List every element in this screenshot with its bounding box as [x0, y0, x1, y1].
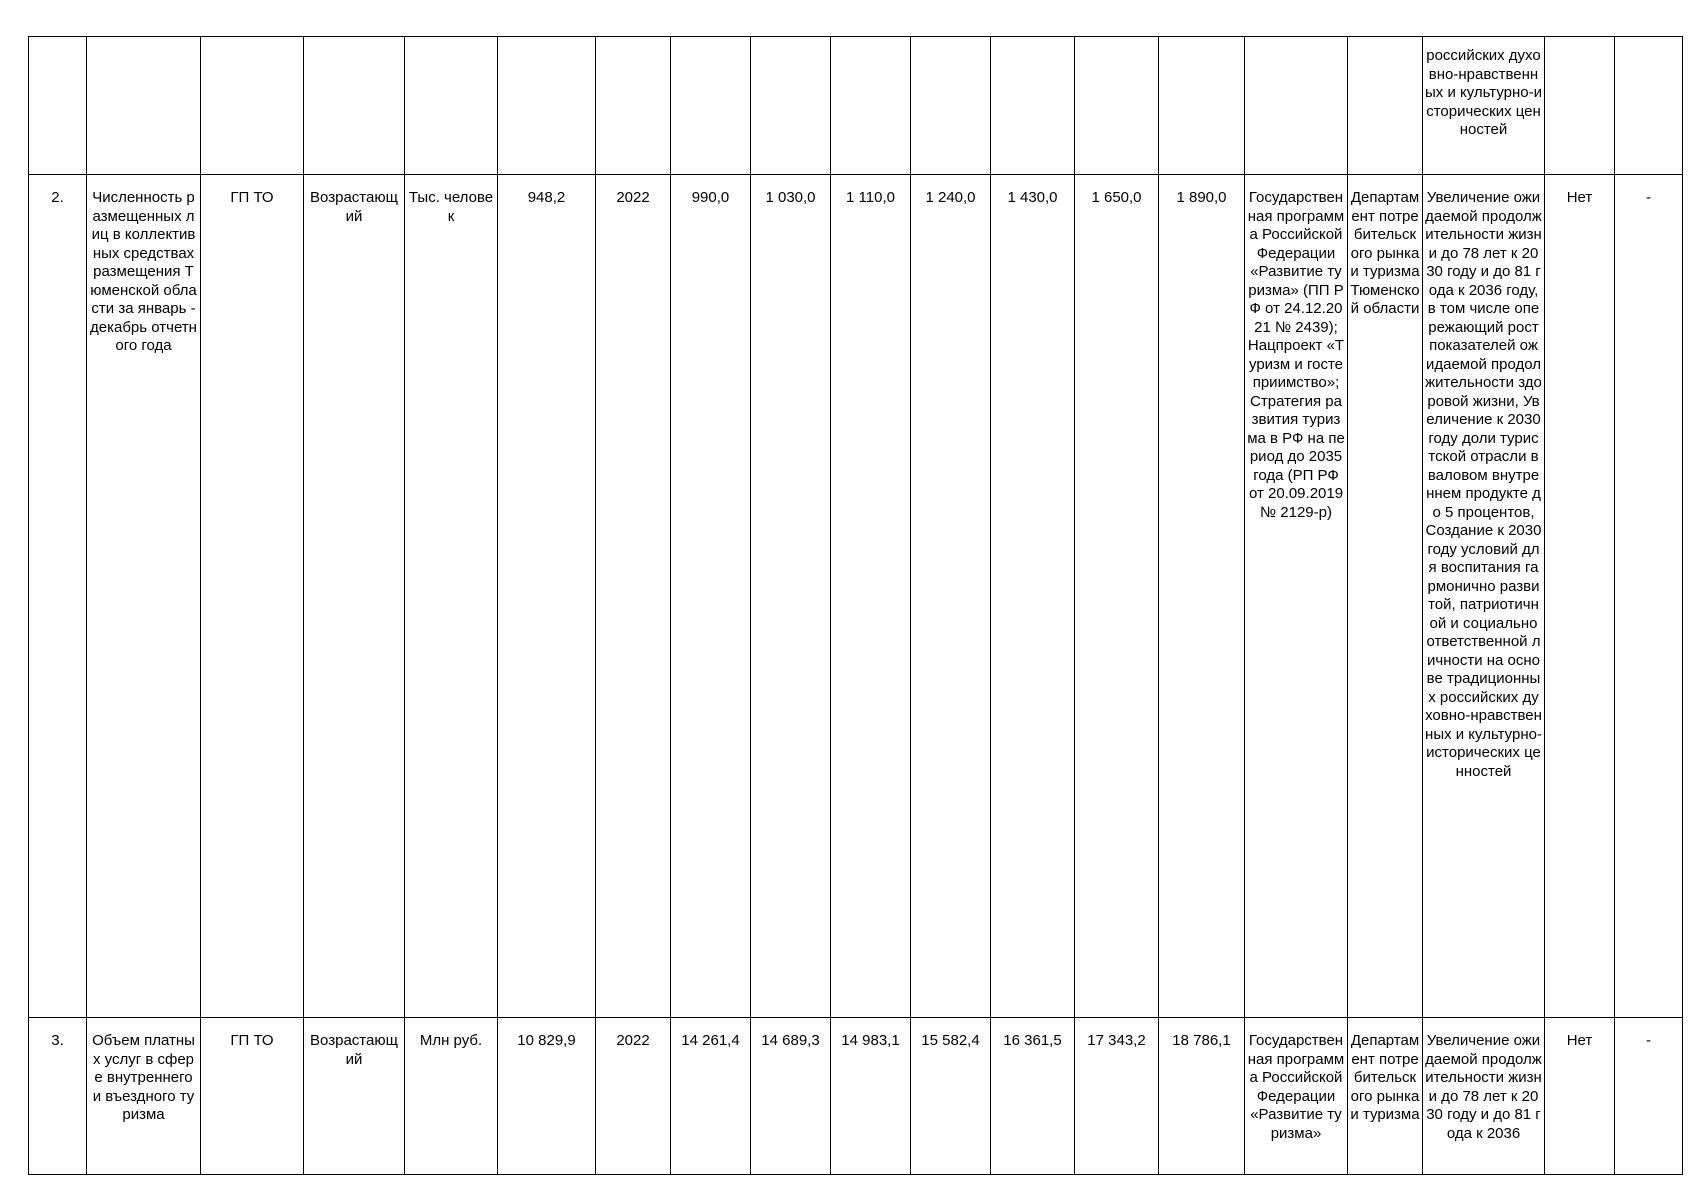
cell-value — [751, 37, 831, 175]
cell-number: 3. — [29, 1018, 87, 1175]
cell-value: 17 343,2 — [1075, 1018, 1159, 1175]
cell-value: 18 786,1 — [1159, 1018, 1245, 1175]
indicators-table — [28, 36, 1683, 1175]
cell-responsible — [1348, 37, 1423, 175]
cell-value — [1075, 37, 1159, 175]
cell-flag: Нет — [1545, 1018, 1615, 1175]
cell-value: 990,0 — [671, 175, 751, 1018]
cell-value: 1 240,0 — [911, 175, 991, 1018]
cell-base-value: 948,2 — [498, 175, 596, 1018]
cell-value — [1159, 37, 1245, 175]
cell-national-goal: российских духовно-нравственных и культурно-исторических ценностей — [1423, 37, 1545, 175]
cell-value: 1 650,0 — [1075, 175, 1159, 1018]
cell-trend: Возрастающий — [304, 1018, 405, 1175]
cell-level: ГП ТО — [201, 1018, 304, 1175]
cell-base-year: 2022 — [596, 175, 671, 1018]
cell-national-goal: Увеличение ожидаемой продолжительности жизни до 78 лет к 2030 году и до 81 года к 2036 году, в том числе опережающий рост показателей ожидаемой продолжительности здоровой жизни, Увеличение к 2030 году доли туристской отрасли в валовом внутреннем продукте до 5 процентов, Создание к 2030 году условий для воспитания гармонично развитой, патриотичной и социально ответственной личности на основе традиционных российских духовно-нравственных и культурно-исторических ценностей — [1423, 175, 1545, 1018]
cell-unit: Тыс. человек — [405, 175, 498, 1018]
cell-indicator-name: Объем платных услуг в сфере внутреннего и въездного туризма — [87, 1018, 201, 1175]
cell-level — [201, 37, 304, 175]
cell-base-year: 2022 — [596, 1018, 671, 1175]
cell-value: 1 430,0 — [991, 175, 1075, 1018]
cell-note — [1615, 37, 1683, 175]
cell-value: 14 261,4 — [671, 1018, 751, 1175]
cell-responsible: Департамент потребительского рынка и туризма Тюменской области — [1348, 175, 1423, 1018]
cell-value: 1 030,0 — [751, 175, 831, 1018]
cell-trend — [304, 37, 405, 175]
table-row — [29, 1018, 1683, 1175]
cell-value — [831, 37, 911, 175]
cell-flag: Нет — [1545, 175, 1615, 1018]
cell-document — [1245, 37, 1348, 175]
cell-number — [29, 37, 87, 175]
cell-flag — [1545, 37, 1615, 175]
cell-value — [671, 37, 751, 175]
cell-number: 2. — [29, 175, 87, 1018]
cell-indicator-name: Численность размещенных лиц в коллективных средствах размещения Тюменской области за январь - декабрь отчетного года — [87, 175, 201, 1018]
cell-value: 1 110,0 — [831, 175, 911, 1018]
cell-value: 16 361,5 — [991, 1018, 1075, 1175]
cell-document: Государственная программа Российской Федерации «Развитие туризма» — [1245, 1018, 1348, 1175]
cell-level: ГП ТО — [201, 175, 304, 1018]
cell-unit: Млн руб. — [405, 1018, 498, 1175]
cell-document: Государственная программа Российской Федерации «Развитие туризма» (ПП РФ от 24.12.2021 № 2439); Нацпроект «Туризм и гостеприимство»; Стратегия развития туризма в РФ на период до 2035 года (РП РФ от 20.09.2019 № 2129-р) — [1245, 175, 1348, 1018]
cell-value: 1 890,0 — [1159, 175, 1245, 1018]
cell-base-value — [498, 37, 596, 175]
cell-base-value: 10 829,9 — [498, 1018, 596, 1175]
cell-value: 14 689,3 — [751, 1018, 831, 1175]
table-row — [29, 175, 1683, 1018]
cell-value: 14 983,1 — [831, 1018, 911, 1175]
cell-value — [991, 37, 1075, 175]
table-row — [29, 37, 1683, 175]
cell-value — [911, 37, 991, 175]
cell-responsible: Департамент потребительского рынка и туризма — [1348, 1018, 1423, 1175]
cell-trend: Возрастающий — [304, 175, 405, 1018]
cell-value: 15 582,4 — [911, 1018, 991, 1175]
cell-unit — [405, 37, 498, 175]
cell-base-year — [596, 37, 671, 175]
cell-national-goal: Увеличение ожидаемой продолжительности жизни до 78 лет к 2030 году и до 81 года к 2036 — [1423, 1018, 1545, 1175]
cell-note: - — [1615, 175, 1683, 1018]
cell-indicator-name — [87, 37, 201, 175]
cell-note: - — [1615, 1018, 1683, 1175]
